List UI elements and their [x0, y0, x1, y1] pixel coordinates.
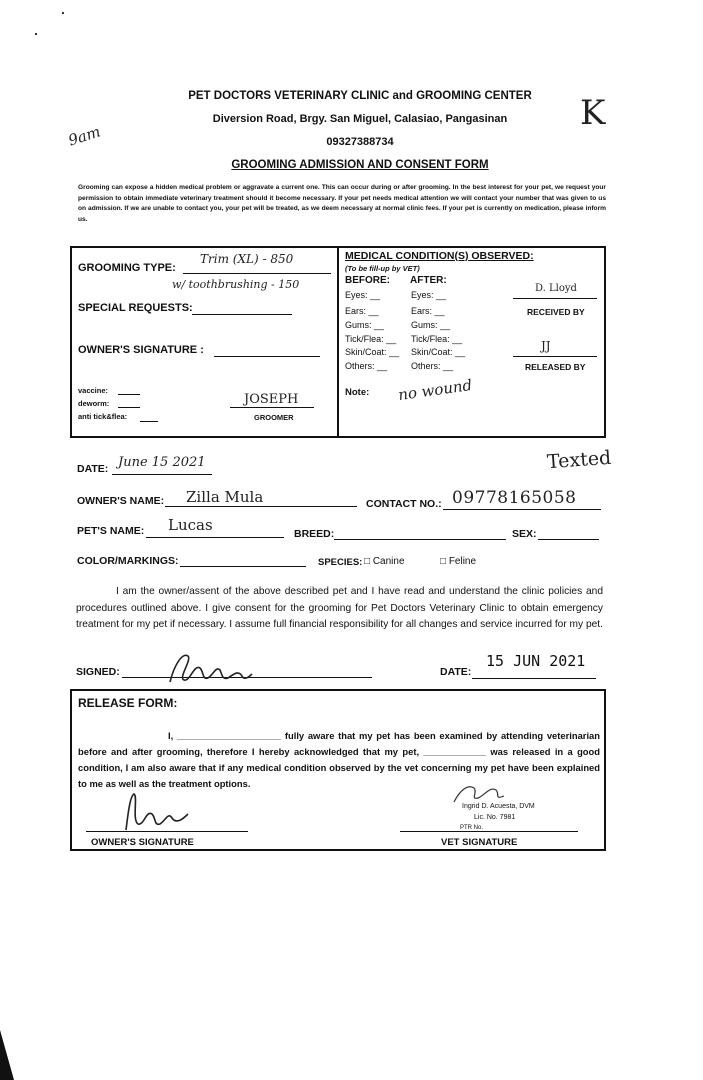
time-annotation: 9am	[66, 122, 103, 150]
date-line	[112, 474, 212, 475]
corner-mark: K	[580, 93, 606, 133]
before-label: BEFORE:	[345, 275, 390, 286]
anti-tick-label: anti tick&flea:	[78, 412, 128, 421]
before-ears: Ears: __	[345, 306, 379, 316]
after-skin-coat: Skin/Coat: __	[411, 347, 466, 357]
canine-checkbox[interactable]: □ Canine	[364, 556, 405, 567]
grooming-type-label: GROOMING TYPE:	[78, 262, 176, 274]
released-by-label: RELEASED BY	[525, 362, 586, 372]
consent-date-line	[472, 678, 596, 679]
deworm-line	[118, 407, 140, 408]
color-line	[180, 566, 306, 567]
groomer-name: JOSEPH	[244, 392, 299, 407]
clinic-phone: 09327388734	[326, 136, 394, 148]
pet-name-label: PET'S NAME:	[77, 525, 145, 537]
before-skin-coat: Skin/Coat: __	[345, 347, 400, 357]
medical-title: MEDICAL CONDITION(S) OBSERVED:	[345, 250, 534, 262]
anti-tick-line	[140, 421, 158, 422]
owner-signature-scribble	[160, 648, 270, 688]
before-tick-flea: Tick/Flea: __	[345, 334, 397, 344]
box-divider	[337, 246, 339, 438]
note-value: no wound	[397, 375, 474, 405]
signed-label: SIGNED:	[76, 666, 120, 678]
owner-name-line	[165, 506, 357, 507]
consent-date-label: DATE:	[440, 666, 472, 678]
before-gums: Gums: __	[345, 320, 385, 330]
deworm-label: deworm:	[78, 399, 110, 408]
breed-line	[334, 539, 506, 540]
release-owner-signature-scribble	[118, 790, 208, 835]
consent-date-stamp: 15 JUN 2021	[486, 652, 586, 670]
note-label: Note:	[345, 387, 370, 398]
after-tick-flea: Tick/Flea: __	[411, 334, 463, 344]
before-eyes: Eyes: __	[345, 290, 381, 300]
form-title: GROOMING ADMISSION AND CONSENT FORM	[231, 159, 489, 171]
owner-name-value: Zilla Mula	[186, 488, 264, 506]
medical-subtitle: (To be fill-up by VET)	[345, 264, 420, 273]
contact-value: 09778165058	[452, 488, 577, 508]
groomer-label: GROOMER	[254, 413, 294, 422]
vet-signature-label: VET SIGNATURE	[441, 837, 518, 848]
texted-annotation: Texted	[546, 446, 612, 474]
clinic-address: Diversion Road, Brgy. San Miguel, Calasiao, Pangasinan	[212, 113, 508, 125]
feline-checkbox[interactable]: □ Feline	[440, 556, 477, 567]
received-by-line	[513, 298, 597, 299]
release-title: RELEASE FORM:	[78, 696, 178, 710]
release-text: I, ____________________ fully aware that my pet has been examined by attending veterinarian before and after grooming, therefore I hereby acknowledged that my pet, ____________ was released in a good condition, I am also aware that if any medical condition observed by the vet concerning my pet have been explained to me as well as the treatment options.	[78, 730, 600, 789]
before-others: Others: __	[345, 361, 388, 371]
grooming-type-value-2: w/ toothbrushing - 150	[172, 278, 300, 291]
special-requests-line	[192, 314, 292, 315]
vet-signature-line	[400, 831, 578, 832]
owner-name-label: OWNER'S NAME:	[77, 495, 165, 507]
pet-name-value: Lucas	[168, 516, 213, 534]
consent-text: I am the owner/assent of the above described pet and I have read and understand the clinic policies and procedures outlined above. I give consent for the grooming for Pet Doctors Veterinary Clinic to obtain emergency treatment for my pet if necessary. I assume full financial responsibility for all changes and service incurred for my pet.	[76, 586, 603, 630]
vet-license: Lic. No. 7981	[474, 814, 516, 821]
clinic-name: PET DOCTORS VETERINARY CLINIC and GROOMING CENTER	[188, 90, 532, 102]
released-by-line	[513, 356, 597, 357]
groomer-line	[230, 407, 314, 408]
after-eyes: Eyes: __	[411, 290, 447, 300]
pet-name-line	[146, 537, 284, 538]
scan-speck	[35, 33, 37, 35]
scan-speck	[62, 12, 64, 14]
vaccine-line	[118, 394, 140, 395]
sex-line	[538, 539, 599, 540]
grooming-type-line	[183, 273, 331, 274]
date-value: June 15 2021	[118, 455, 206, 470]
after-label: AFTER:	[410, 275, 447, 286]
received-by-label: RECEIVED BY	[527, 307, 585, 317]
color-label: COLOR/MARKINGS:	[77, 555, 179, 567]
after-others: Others: __	[411, 361, 454, 371]
intro-disclaimer: Grooming can expose a hidden medical problem or aggravate a current one. This can occur during or after grooming. In the best interest for your pet, we request your permission to obtain immediate veterinary treatment should it become necessary. If your pet needs medical attention we will contact your number that was given to us on admission. If we are unable to contact you, your pet will be treated, as we deem necessary at normal clinic fees. If your pet is currently on medication, please inform us.	[78, 184, 606, 223]
contact-line	[443, 509, 601, 510]
species-label: SPECIES:	[318, 557, 363, 568]
after-gums: Gums: __	[411, 320, 451, 330]
date-label: DATE:	[77, 463, 109, 475]
after-ears: Ears: __	[411, 306, 445, 316]
contact-label: CONTACT NO.:	[366, 498, 442, 510]
breed-label: BREED:	[294, 528, 335, 540]
released-by-value: JJ	[541, 339, 551, 353]
vet-ptr: PTR No.	[460, 825, 484, 831]
owner-signature-label: OWNER'S SIGNATURE :	[78, 344, 204, 356]
sex-label: SEX:	[512, 528, 537, 540]
special-requests-label: SPECIAL REQUESTS:	[78, 302, 193, 314]
grooming-type-value: Trim (XL) - 850	[200, 252, 294, 266]
vet-name: Ingrid D. Acuesta, DVM	[462, 803, 535, 810]
scan-edge-mark	[0, 1030, 14, 1080]
vaccine-label: vaccine:	[78, 386, 109, 395]
received-by-value: D. Lloyd	[535, 283, 577, 294]
owner-signature-line	[214, 356, 320, 357]
release-owner-signature-line	[86, 831, 248, 832]
release-owner-signature-label: OWNER'S SIGNATURE	[91, 837, 194, 848]
